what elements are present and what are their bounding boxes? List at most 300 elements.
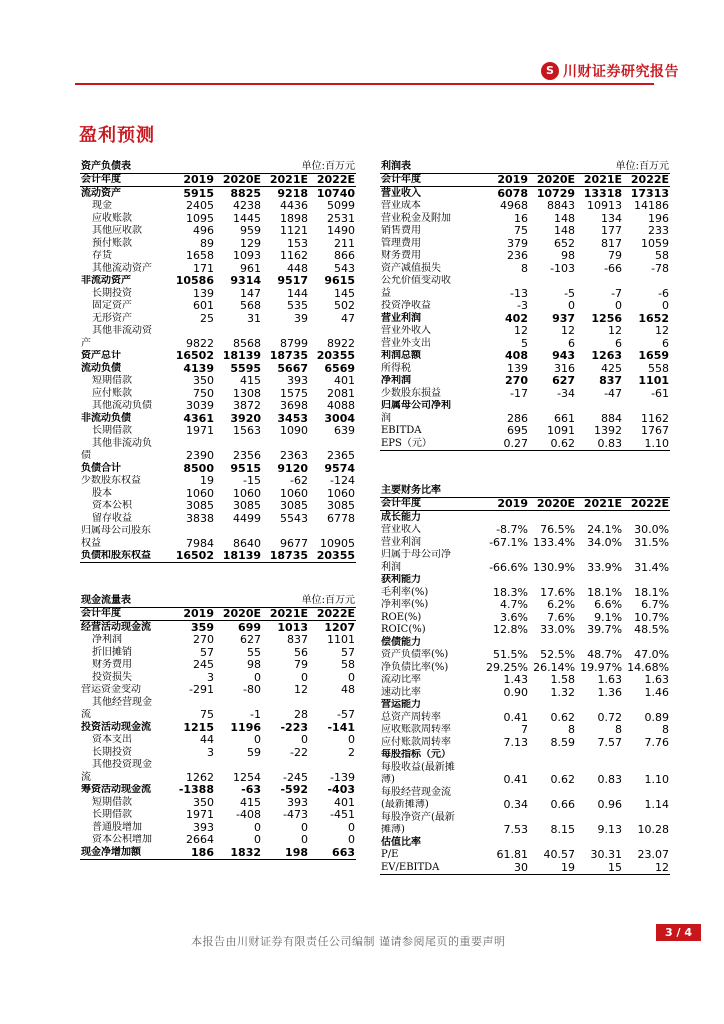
table-row [380, 400, 670, 413]
row-label: (最新摊薄) [381, 799, 429, 810]
cell-value: 0 [254, 671, 262, 684]
table-row [380, 636, 670, 649]
cell-value: 3085 [233, 499, 262, 512]
table-row [80, 362, 356, 375]
cell-value: -592 [280, 783, 309, 796]
cell-value: 56 [294, 646, 309, 659]
cell-value: 51.5% [493, 648, 528, 661]
cell-value: 1254 [233, 771, 262, 784]
cell-value: 5915 [183, 186, 214, 200]
cell-value: 145 [334, 287, 356, 300]
cell-value: 23.07 [637, 848, 670, 861]
cell-value: -291 [189, 683, 214, 696]
cell-value [576, 511, 623, 524]
cell-value: 1.58 [550, 673, 576, 686]
cell-value: 0.96 [597, 798, 623, 811]
cell-value [309, 325, 356, 338]
cell-value [529, 761, 576, 774]
cell-value: 8.59 [550, 736, 576, 749]
table-row [80, 709, 356, 722]
cell-value [482, 574, 529, 587]
cell-value: 196 [648, 212, 670, 225]
cell-value [168, 696, 215, 709]
cell-value: 7 [521, 723, 528, 736]
row-label: 负债和股东权益 [80, 550, 168, 563]
column-header: 2020E [215, 607, 262, 621]
row-label: ROIC(%) [381, 624, 426, 635]
cell-value: 14186 [634, 199, 670, 212]
cell-value: 5543 [280, 512, 309, 525]
table-row [380, 325, 670, 338]
table-row [380, 187, 670, 200]
cell-value: 286 [507, 412, 528, 425]
cell-value: 14.68% [627, 661, 670, 674]
cell-value [215, 437, 262, 450]
table-title: 资产负债表 [80, 160, 262, 173]
cell-value: 270 [505, 374, 528, 387]
cell-value: 8825 [230, 186, 262, 200]
table-row [380, 561, 670, 574]
cell-value: 26.14% [533, 661, 576, 674]
cell-value [168, 759, 215, 772]
row-label: 资产负债率(%) [381, 649, 449, 660]
table-row [80, 475, 356, 488]
row-label: 应付账款 [92, 387, 132, 399]
column-header: 2019 [482, 173, 529, 187]
row-label: 估值比率 [381, 836, 421, 848]
cell-value [623, 836, 670, 849]
row-label: 其他投资现金 [92, 759, 152, 770]
column-header: 会计年度 [380, 173, 482, 187]
row-label: ROE(%) [381, 611, 422, 623]
column-header: 2022E [309, 607, 356, 621]
cell-value: 10.28 [637, 823, 670, 836]
row-label: EBITDA [381, 425, 422, 436]
cell-value: 33.0% [540, 623, 576, 636]
table-row [380, 661, 670, 674]
row-label: 归属于母公司净 [381, 549, 451, 560]
cell-value: 9.13 [597, 823, 623, 836]
cell-value [215, 325, 262, 338]
cell-value: -223 [280, 721, 309, 734]
cell-value: 2356 [233, 449, 262, 462]
cell-value [623, 574, 670, 587]
table-row [80, 809, 356, 822]
cell-value [576, 636, 623, 649]
row-label: 流 [81, 771, 91, 783]
cell-value: 211 [334, 237, 356, 250]
cell-value: 10586 [175, 274, 214, 287]
table-row [380, 275, 670, 288]
table-row [380, 574, 670, 587]
column-header: 2021E [262, 607, 309, 621]
row-label: 折旧摊销 [92, 646, 132, 658]
row-label: 投资损失 [92, 671, 132, 683]
cell-value: 601 [193, 299, 214, 312]
table-row [80, 821, 356, 834]
cell-value: 1.10 [644, 773, 670, 786]
cell-value: 1121 [280, 224, 309, 237]
cell-value: 393 [287, 374, 309, 387]
cell-value: 1215 [183, 721, 214, 734]
table-row [380, 586, 670, 599]
table-row [80, 721, 356, 734]
cell-value: 7.6% [547, 611, 576, 624]
table-row [380, 337, 670, 350]
cell-value: 0.27 [482, 437, 529, 450]
cell-value: 9677 [280, 537, 309, 550]
cell-value: 1898 [280, 212, 309, 225]
cell-value [576, 836, 623, 849]
row-label: 权益 [81, 537, 101, 549]
table-row [80, 696, 356, 709]
cell-value: 10913 [587, 199, 623, 212]
table-row [80, 487, 356, 500]
cell-value: -139 [330, 771, 356, 784]
column-header: 2021E [576, 173, 623, 187]
cell-value [623, 275, 670, 288]
cell-value: -451 [330, 808, 356, 821]
row-label: 所得税 [381, 362, 411, 374]
cell-value: 379 [507, 237, 528, 250]
cell-value: 496 [193, 224, 214, 237]
row-label: 营业外支出 [381, 337, 431, 349]
table-row [380, 674, 670, 687]
cell-value: -1 [250, 708, 262, 721]
cell-value: 10905 [320, 537, 356, 550]
cell-value [623, 786, 670, 799]
cell-value: 3 [207, 671, 214, 684]
table-row [80, 287, 356, 300]
cell-value: 6.6% [594, 598, 623, 611]
row-label: 其他非流动负 [92, 437, 152, 449]
cell-value: 0 [301, 821, 309, 834]
row-label: 成长能力 [381, 511, 421, 523]
cell-value: 139 [193, 287, 214, 300]
cell-value: 139 [507, 362, 528, 375]
row-label: 净利润 [92, 634, 122, 645]
cell-value: 16 [514, 212, 528, 225]
cell-value: 4361 [183, 412, 214, 425]
cell-value: 236 [507, 249, 528, 262]
cell-value: 6.2% [547, 598, 576, 611]
cell-value [262, 525, 309, 538]
table-row [380, 387, 670, 400]
row-label: 净利润 [381, 375, 411, 386]
cell-value: 8640 [233, 537, 262, 550]
row-label: 每股净资产(最新 [381, 811, 455, 823]
cell-value: 55 [247, 646, 262, 659]
cell-value: 1392 [594, 424, 623, 437]
cell-value: 639 [334, 424, 356, 437]
cell-value [529, 811, 576, 824]
cell-value: 1060 [327, 487, 356, 500]
cell-value [529, 699, 576, 712]
row-label: 长期投资 [92, 287, 132, 299]
cell-value: -3 [517, 299, 528, 312]
cell-value: 153 [287, 237, 309, 250]
table-title: 现金流量表 [80, 594, 262, 607]
table-row [80, 400, 356, 413]
cell-value [529, 786, 576, 799]
table-row [80, 225, 356, 238]
cell-value: 1060 [233, 487, 262, 500]
cell-value: 0 [254, 821, 262, 834]
cell-value: 4238 [233, 199, 262, 212]
cell-value: 75 [200, 708, 214, 721]
cell-value: 0.72 [597, 711, 623, 724]
row-label: EPS（元） [380, 437, 482, 450]
column-header: 2019 [168, 607, 215, 621]
cell-value: 12 [655, 324, 670, 337]
cell-value [529, 574, 576, 587]
table-row [80, 537, 356, 550]
row-label: 每股指标（元） [381, 749, 451, 760]
cell-value [482, 749, 529, 762]
row-label: 非流动资产 [81, 275, 131, 286]
table-row [80, 634, 356, 647]
cell-value: 8922 [327, 337, 356, 350]
row-label: 营业外收入 [381, 325, 431, 336]
cell-value: 25 [200, 312, 214, 325]
table-row [380, 350, 670, 363]
cell-value: 448 [287, 262, 309, 275]
cell-value: 16502 [168, 550, 215, 563]
cell-value: -124 [330, 474, 356, 487]
column-header: 2022E [623, 497, 670, 511]
column-header: 2022E [623, 173, 670, 187]
row-label: 投资净收益 [381, 300, 431, 311]
cell-value: -78 [651, 262, 670, 275]
cell-value: 393 [193, 821, 214, 834]
table-row [380, 624, 670, 637]
cell-value: 0 [348, 821, 356, 834]
cell-value: 233 [648, 224, 670, 237]
cell-value: 652 [554, 237, 576, 250]
cell-value: 31.5% [634, 536, 670, 549]
cell-value: 1658 [186, 249, 214, 262]
table-title: 利润表 [380, 160, 576, 173]
cell-value: 9517 [277, 274, 309, 287]
cell-value: 502 [334, 299, 356, 312]
table-row [80, 525, 356, 538]
cell-value: 3085 [280, 499, 309, 512]
cell-value: -141 [327, 721, 356, 734]
cell-value: 9515 [230, 462, 262, 475]
cell-value: -408 [236, 808, 262, 821]
cell-value: 7.53 [503, 823, 528, 836]
cell-value [623, 400, 670, 413]
cell-value: 316 [554, 362, 576, 375]
cell-value: 8500 [183, 462, 214, 475]
cell-value: 1060 [280, 487, 309, 500]
table-row [380, 686, 670, 699]
cell-value: 1196 [230, 721, 262, 734]
row-label: 长期借款 [92, 809, 132, 820]
cell-value: 33.9% [587, 561, 623, 574]
row-label: 流 [81, 709, 91, 720]
section-title: 盈利预测 [79, 125, 155, 146]
cell-value: 0 [348, 671, 356, 684]
cell-value: 31.4% [634, 561, 670, 574]
cell-value: 3453 [277, 412, 309, 425]
cell-value: 2363 [280, 449, 309, 462]
cell-value: 20355 [316, 349, 356, 362]
cell-value: 7.76 [644, 736, 670, 749]
cell-value: 0.62 [550, 773, 576, 786]
cell-value: 9574 [324, 462, 356, 475]
table-row [80, 500, 356, 513]
cell-value: 1060 [186, 487, 214, 500]
row-label: 营运资金变动 [81, 684, 141, 695]
cell-value: 18735 [262, 550, 309, 563]
cell-value: 543 [334, 262, 356, 275]
table-row [380, 287, 670, 300]
table-row [80, 212, 356, 225]
table-row [80, 621, 356, 634]
column-header: 2022E [309, 173, 356, 187]
cell-value: 1090 [280, 424, 309, 437]
cell-value: 408 [505, 349, 528, 362]
cell-value: 48 [341, 683, 356, 696]
cell-value: 402 [505, 312, 528, 325]
table-row [80, 262, 356, 275]
cell-value: 3039 [186, 399, 214, 412]
cell-value [529, 549, 576, 562]
cell-value: 1563 [233, 424, 262, 437]
cell-value: 58 [341, 658, 356, 671]
row-label: 现金 [92, 200, 112, 211]
cell-value: 1.36 [597, 686, 623, 699]
cell-value: 1.43 [503, 673, 528, 686]
cell-value: 12 [608, 324, 623, 337]
cell-value: 39.7% [587, 623, 623, 636]
cell-value: 3.6% [500, 611, 528, 624]
cell-value: 6569 [324, 362, 356, 375]
cell-value: 20355 [309, 550, 356, 563]
cell-value: 1490 [327, 224, 356, 237]
cell-value [623, 549, 670, 562]
cell-value: 6 [615, 337, 623, 350]
cell-value [482, 699, 529, 712]
row-label: 销售费用 [381, 225, 421, 236]
cell-value: 147 [240, 287, 262, 300]
cell-value: 148 [554, 212, 576, 225]
cell-value [623, 636, 670, 649]
cell-value: 9120 [277, 462, 309, 475]
cell-value [576, 699, 623, 712]
cell-value [482, 511, 529, 524]
cell-value [482, 549, 529, 562]
cell-value: 9314 [230, 274, 262, 287]
table-row [380, 861, 670, 874]
cell-value: 4968 [500, 199, 528, 212]
cell-value: -245 [283, 771, 309, 784]
row-label: 每股收益(最新摊 [381, 761, 455, 773]
table-title: 主要财务比率 [380, 484, 576, 497]
row-label: 每股经营现金流 [381, 786, 451, 798]
cell-value: 937 [552, 312, 576, 325]
table-row [80, 659, 356, 672]
cell-value: 3085 [327, 499, 356, 512]
cell-value: 58 [655, 249, 670, 262]
table-row [80, 550, 356, 563]
table-row [380, 699, 670, 712]
table-row [380, 250, 670, 263]
cell-value [482, 761, 529, 774]
cell-value: 19 [529, 861, 576, 874]
cell-value: 79 [608, 249, 623, 262]
table-row [80, 350, 356, 363]
cell-value: 18735 [269, 349, 309, 362]
cell-value: 627 [552, 374, 576, 387]
cell-value: 0 [301, 671, 309, 684]
table-row [80, 425, 356, 438]
cell-value: 0 [301, 733, 309, 746]
table-unit: 单位:百万元 [262, 594, 356, 607]
row-label: 无形资产 [92, 312, 132, 324]
cell-value: -57 [337, 708, 356, 721]
cell-value: 959 [240, 224, 262, 237]
cell-value: 0.41 [503, 711, 528, 724]
cell-value: 4.7% [500, 598, 528, 611]
row-label: 净负债比率(%) [381, 661, 449, 673]
row-label: 营业收入 [381, 524, 421, 535]
cell-value: 0 [662, 299, 670, 312]
cell-value [168, 325, 215, 338]
row-label: 经营活动现金流 [81, 621, 151, 633]
cell-value: 0.41 [503, 773, 528, 786]
row-label: 固定资产 [92, 300, 132, 311]
cell-value [623, 699, 670, 712]
row-label: 公允价值变动收 [381, 275, 451, 286]
cell-value: 2405 [186, 199, 214, 212]
cell-value: 2531 [327, 212, 356, 225]
cell-value: 28 [294, 708, 309, 721]
table-unit: 单位:百万元 [262, 160, 356, 173]
cell-value: 57 [200, 646, 214, 659]
row-label: 归属母公司股东 [81, 525, 151, 536]
cell-value: 8 [662, 723, 670, 736]
row-label: 资产减值损失 [381, 262, 441, 274]
cell-value: 1101 [638, 374, 670, 387]
table-row [380, 200, 670, 213]
cell-value: 18139 [222, 349, 262, 362]
cell-value: 19.97% [580, 661, 623, 674]
row-label: 营业税金及附加 [381, 212, 451, 224]
cell-value: 0.83 [576, 437, 623, 450]
cell-value: -103 [550, 262, 576, 275]
cell-value: 171 [193, 262, 214, 275]
cell-value: 415 [240, 374, 262, 387]
row-label: 流动资产 [81, 187, 121, 199]
table-row [80, 237, 356, 250]
cell-value: 695 [507, 424, 528, 437]
cell-value: 7.13 [503, 736, 528, 749]
cell-value: 1971 [186, 424, 214, 437]
cell-value: 6778 [327, 512, 356, 525]
cell-value: 0.62 [529, 437, 576, 450]
cell-value [215, 759, 262, 772]
row-label: 益 [381, 287, 391, 299]
cell-value: 245 [193, 658, 214, 671]
row-label: 流动比率 [381, 674, 421, 685]
cell-value: 1256 [591, 312, 623, 325]
cell-value: 13318 [583, 186, 623, 200]
table-row [380, 262, 670, 275]
table-row [80, 771, 356, 784]
cell-value: 627 [240, 633, 262, 646]
